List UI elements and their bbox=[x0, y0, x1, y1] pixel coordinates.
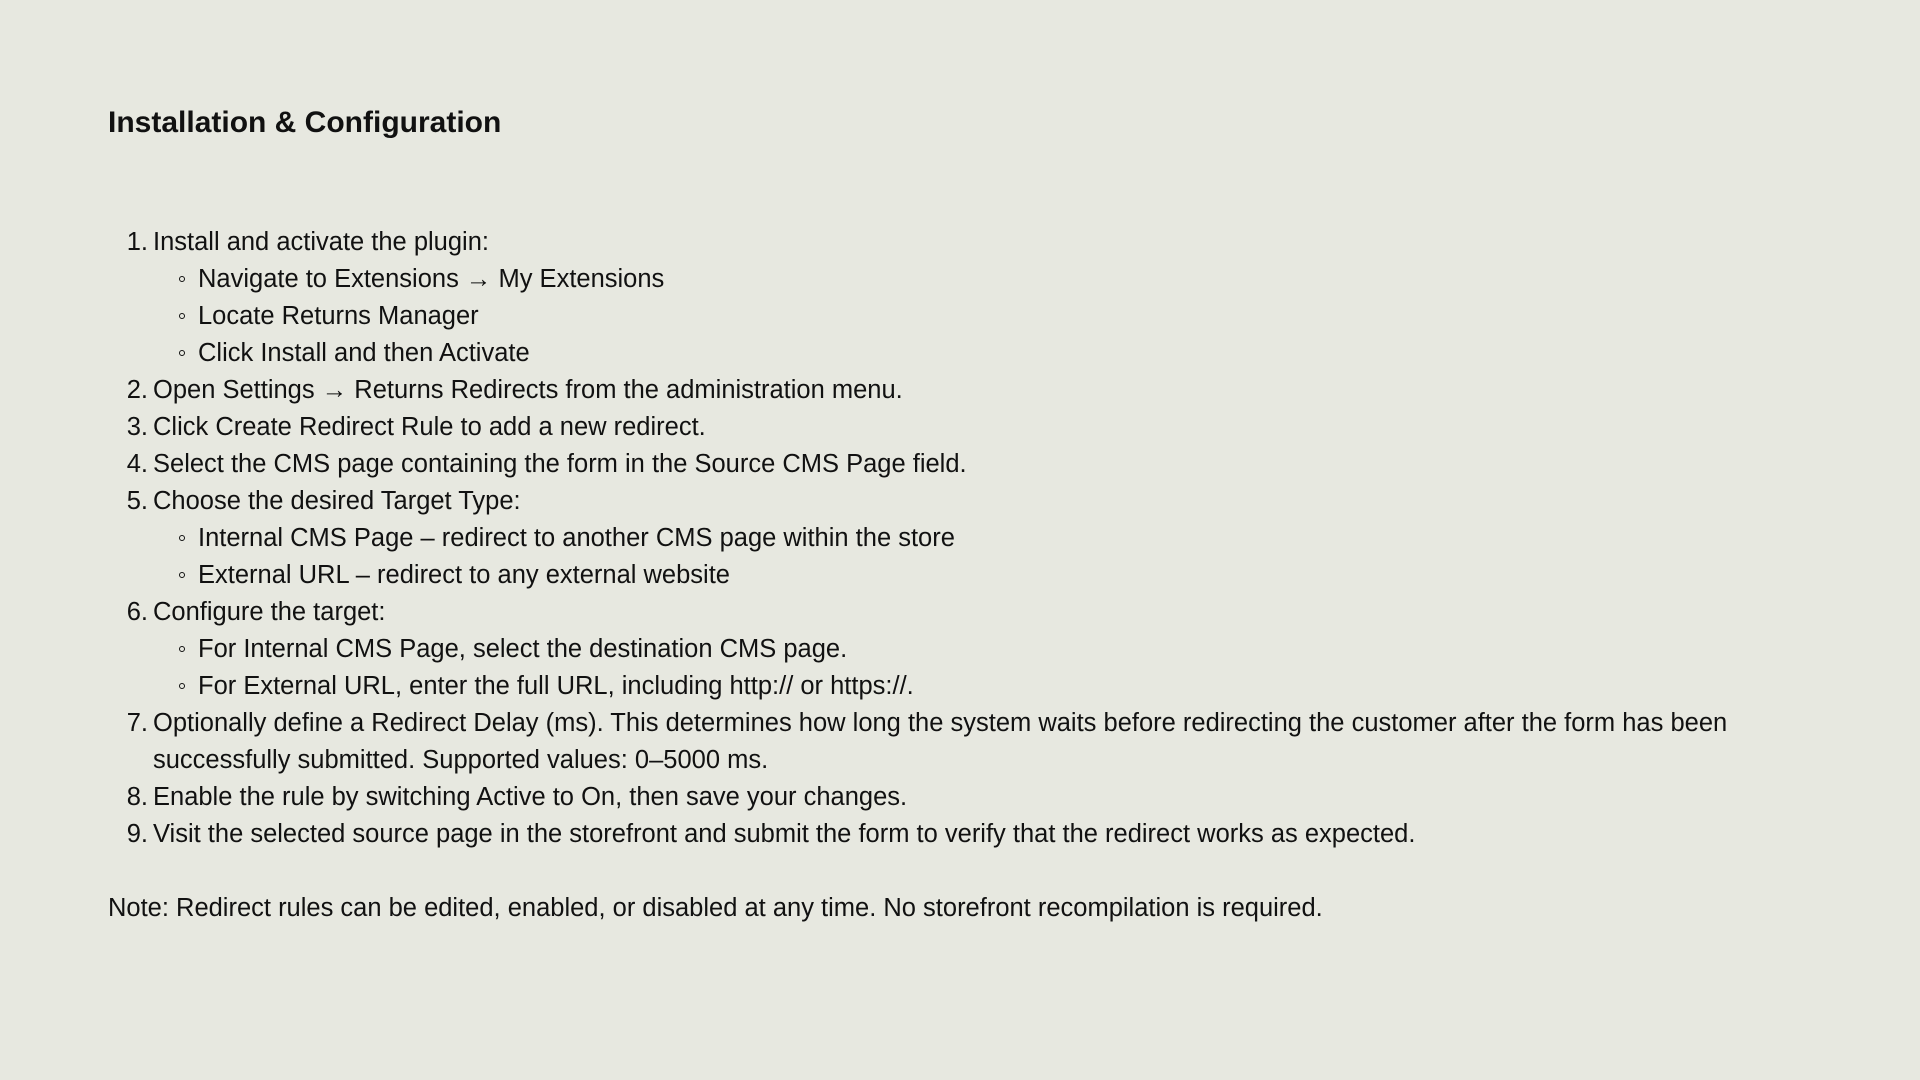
step-number: 1. bbox=[126, 228, 148, 256]
circle-bullet-icon bbox=[179, 350, 185, 356]
step-text: Select the CMS page containing the form in the Source CMS Page field. bbox=[153, 450, 967, 478]
sub-list-item bbox=[153, 668, 1828, 705]
steps-list bbox=[108, 224, 1828, 853]
step-number: 7. bbox=[126, 709, 148, 737]
step-text: Optionally define a Redirect Delay (ms). This determines how long the system waits before redirecting the customer after the form has been successfully submitted. Supported values: 0–5000 ms. bbox=[153, 709, 1728, 774]
sub-list-item bbox=[153, 261, 1828, 298]
circle-bullet-icon bbox=[179, 683, 185, 689]
list-item bbox=[108, 224, 1828, 372]
document bbox=[108, 100, 1828, 927]
list-item bbox=[108, 409, 1828, 446]
step-number: 2. bbox=[126, 376, 148, 404]
list-item bbox=[108, 483, 1828, 594]
list-item bbox=[108, 705, 1828, 779]
sub-item-text: For External URL, enter the full URL, including http:// or https://. bbox=[198, 672, 914, 700]
step-text: Visit the selected source page in the storefront and submit the form to verify that the redirect works as expected. bbox=[153, 820, 1416, 848]
sub-list bbox=[153, 631, 1828, 705]
sub-list bbox=[153, 520, 1828, 594]
sub-list bbox=[153, 261, 1828, 372]
list-item bbox=[108, 446, 1828, 483]
step-number: 8. bbox=[126, 783, 148, 811]
step-number: 9. bbox=[126, 820, 148, 848]
list-item bbox=[108, 372, 1828, 409]
sub-list-item bbox=[153, 335, 1828, 372]
step-text: Click Create Redirect Rule to add a new redirect. bbox=[153, 413, 706, 441]
page-title: Installation & Configuration bbox=[108, 106, 502, 139]
circle-bullet-icon bbox=[179, 313, 185, 319]
sub-item-text: External URL – redirect to any external website bbox=[198, 561, 730, 589]
sub-list-item bbox=[153, 520, 1828, 557]
sub-item-text: Locate Returns Manager bbox=[198, 302, 479, 330]
sub-list-item bbox=[153, 298, 1828, 335]
list-item bbox=[108, 816, 1828, 853]
step-number: 3. bbox=[126, 413, 148, 441]
sub-item-text: For Internal CMS Page, select the destination CMS page. bbox=[198, 635, 848, 663]
step-text: Install and activate the plugin: bbox=[153, 228, 489, 256]
list-item bbox=[108, 594, 1828, 705]
circle-bullet-icon bbox=[179, 276, 185, 282]
step-text: Configure the target: bbox=[153, 598, 386, 626]
circle-bullet-icon bbox=[179, 535, 185, 541]
list-item bbox=[108, 779, 1828, 816]
sub-item-text: Click Install and then Activate bbox=[198, 339, 530, 367]
sub-list-item bbox=[153, 631, 1828, 668]
step-number: 6. bbox=[126, 598, 148, 626]
step-number: 5. bbox=[126, 487, 148, 515]
note-text: Note: Redirect rules can be edited, enabled, or disabled at any time. No storefront recompilation is required. bbox=[108, 894, 1323, 922]
step-text: Enable the rule by switching Active to On, then save your changes. bbox=[153, 783, 908, 811]
circle-bullet-icon bbox=[179, 572, 185, 578]
step-text: Choose the desired Target Type: bbox=[153, 487, 521, 515]
sub-item-text: Navigate to Extensions → My Extensions bbox=[198, 265, 665, 293]
step-text: Open Settings → Returns Redirects from the administration menu. bbox=[153, 376, 903, 404]
circle-bullet-icon bbox=[179, 646, 185, 652]
sub-list-item bbox=[153, 557, 1828, 594]
step-number: 4. bbox=[126, 450, 148, 478]
sub-item-text: Internal CMS Page – redirect to another CMS page within the store bbox=[198, 524, 955, 552]
